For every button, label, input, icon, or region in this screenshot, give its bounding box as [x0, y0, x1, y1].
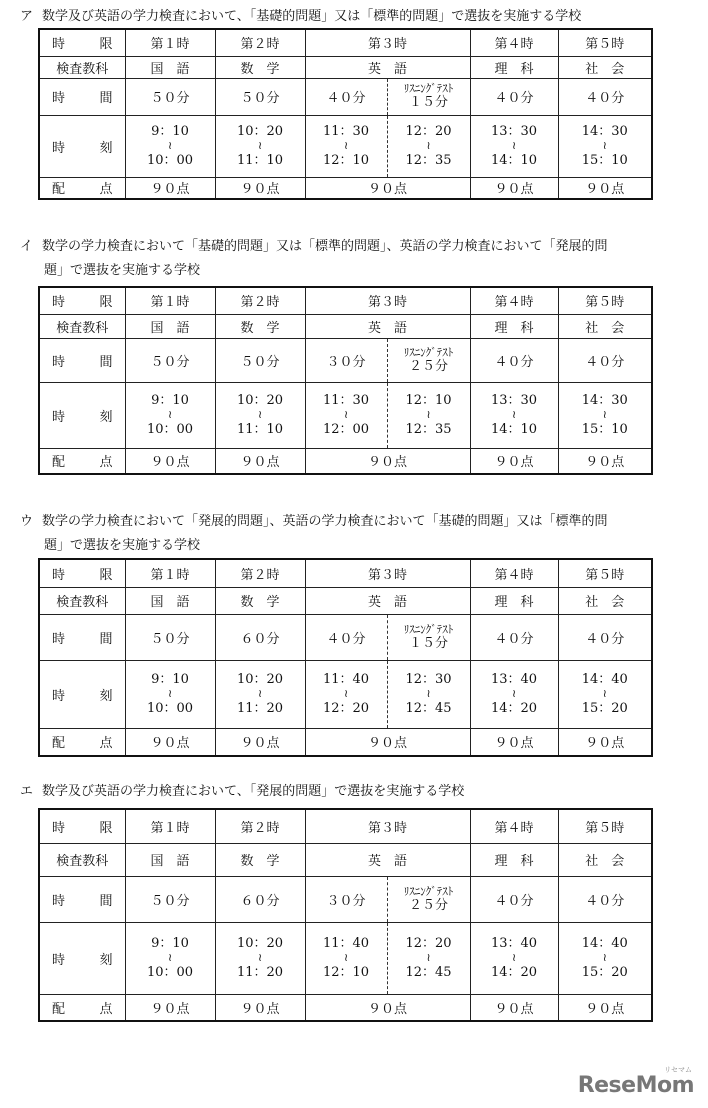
period-label [39, 29, 125, 56]
subject-cell: 社 会 [558, 56, 652, 78]
score-label [39, 177, 125, 199]
time-start: 9：10 [151, 936, 189, 951]
subject-label: 検査教科 [39, 843, 125, 876]
subject-cell: 理 科 [470, 314, 558, 338]
time-separator: ≀ [511, 139, 517, 152]
subject-cell: 社 会 [558, 314, 652, 338]
heading-text: 数学及び英語の学力検査において、「基礎的問題」又は「標準的問題」で選抜を実施する学校 [42, 9, 582, 24]
time-label [39, 660, 125, 728]
period-label-char: 限 [99, 37, 113, 53]
duration-label-char: 時 [52, 91, 66, 106]
time-cell [125, 660, 215, 728]
period-cell: 第５時 [558, 29, 652, 56]
section-marker: ア [20, 9, 34, 24]
section-heading [20, 781, 464, 802]
time-start: 12：30 [405, 672, 452, 687]
score-row [39, 177, 652, 199]
period-row [39, 29, 652, 56]
period-cell: 第１時 [125, 559, 215, 587]
duration-cell: ５０分 [125, 78, 215, 115]
subject-cell: 国 語 [125, 314, 215, 338]
period-cell: 第１時 [125, 29, 215, 56]
subject-cell: 理 科 [470, 587, 558, 614]
score-label-char: 配 [52, 736, 66, 752]
time-cell [215, 382, 305, 448]
time-cell [125, 922, 215, 994]
logo-sub: リセマム [664, 1066, 692, 1074]
time-start: 9：10 [151, 124, 189, 139]
score-row [39, 728, 652, 756]
time-cell [470, 922, 558, 994]
time-end: 12：10 [322, 965, 370, 980]
subject-cell: 社 会 [558, 587, 652, 614]
period-cell: 第２時 [215, 559, 305, 587]
score-cell: ９０点 [215, 177, 305, 199]
score-label [39, 448, 125, 474]
duration-cell: ６０分 [215, 876, 305, 922]
time-cell [305, 115, 387, 177]
score-label-char: 配 [52, 182, 66, 198]
period-label [39, 287, 125, 314]
duration-label-char: 間 [99, 354, 113, 370]
time-start: 14：40 [581, 672, 628, 687]
time-label-char: 刻 [99, 688, 113, 704]
heading-text: 数学の学力検査において「発展的問題」、英語の学力検査において「基礎的問題」又は「標準的問 [42, 514, 608, 529]
listening-duration: ２５分 [409, 358, 449, 374]
time-label [39, 115, 125, 177]
subject-cell: 数 学 [215, 843, 305, 876]
logo-text: ReseMom [577, 1073, 694, 1098]
period-cell: 第３時 [305, 287, 470, 314]
time-separator: ≀ [257, 951, 263, 964]
time-start: 14：30 [581, 393, 628, 408]
duration-row [39, 876, 652, 922]
time-separator: ≀ [602, 408, 607, 421]
duration-cell: ４０分 [305, 614, 387, 660]
subject-row [39, 314, 652, 338]
score-label [39, 728, 125, 756]
duration-cell: ５０分 [125, 876, 215, 922]
section-marker: ウ [20, 514, 34, 529]
time-end: 10：00 [146, 153, 194, 168]
time-separator: ≀ [167, 687, 173, 700]
duration-label [39, 614, 125, 660]
period-cell: 第４時 [470, 287, 558, 314]
duration-cell: ５０分 [125, 338, 215, 382]
time-end: 15：10 [581, 153, 628, 168]
score-cell: ９０点 [558, 177, 652, 199]
duration-row [39, 338, 652, 382]
score-label-char: 点 [99, 1001, 113, 1017]
time-separator: ≀ [426, 951, 431, 964]
duration-row [39, 614, 652, 660]
time-start: 13：40 [490, 672, 538, 687]
time-separator: ≀ [257, 687, 263, 700]
time-separator: ≀ [343, 951, 349, 964]
period-cell: 第３時 [305, 29, 470, 56]
time-start: 13：30 [490, 124, 538, 139]
score-cell: ９０点 [470, 728, 558, 756]
time-separator: ≀ [426, 408, 431, 421]
time-end: 14：20 [490, 701, 538, 716]
score-cell: ９０点 [470, 177, 558, 199]
subject-cell: 英 語 [305, 843, 470, 876]
time-separator: ≀ [257, 139, 263, 152]
score-cell: ９０点 [558, 448, 652, 474]
time-start: 12：20 [405, 124, 452, 139]
time-label-char: 刻 [99, 409, 113, 425]
subject-cell: 国 語 [125, 843, 215, 876]
time-cell [558, 115, 652, 177]
duration-row [39, 78, 652, 115]
duration-cell: ４０分 [558, 338, 652, 382]
time-label-char: 時 [52, 140, 66, 156]
time-cell [470, 115, 558, 177]
listening-label: ﾘｽﾆﾝｸﾞﾃｽﾄ [403, 82, 454, 95]
duration-cell: ６０分 [215, 614, 305, 660]
time-separator: ≀ [426, 139, 431, 152]
listening-label: ﾘｽﾆﾝｸﾞﾃｽﾄ [403, 622, 454, 636]
resemom-logo [577, 1066, 694, 1098]
time-start: 13：40 [490, 936, 538, 951]
score-cell: ９０点 [215, 728, 305, 756]
score-cell: ９０点 [125, 728, 215, 756]
subject-cell: 英 語 [305, 56, 470, 78]
time-cell [125, 382, 215, 448]
time-separator: ≀ [343, 408, 349, 421]
period-label-char: 時 [52, 295, 66, 311]
subject-cell: 英 語 [305, 587, 470, 614]
time-end: 15：20 [581, 701, 628, 716]
time-cell [305, 382, 387, 448]
period-cell: 第２時 [215, 29, 305, 56]
time-start: 9：10 [151, 672, 189, 687]
time-end: 14：10 [490, 422, 538, 437]
score-cell: ９０点 [215, 448, 305, 474]
subject-cell: 理 科 [470, 843, 558, 876]
score-label-char: 点 [99, 455, 113, 471]
duration-cell: ４０分 [305, 78, 387, 115]
heading-text: 数学及び英語の学力検査において、「発展的問題」で選抜を実施する学校 [42, 784, 465, 799]
score-cell: ９０点 [215, 994, 305, 1021]
time-cell [215, 115, 305, 177]
time-label-char: 刻 [99, 952, 113, 968]
period-cell: 第２時 [215, 809, 305, 843]
schedule-table [38, 808, 653, 1022]
duration-cell: ３０分 [305, 338, 387, 382]
duration-cell: ５０分 [215, 338, 305, 382]
time-cell [215, 660, 305, 728]
score-row [39, 994, 652, 1021]
period-label-char: 限 [99, 295, 113, 311]
period-row [39, 809, 652, 843]
score-row [39, 448, 652, 474]
subject-label: 検査教科 [39, 587, 125, 614]
period-cell: 第４時 [470, 809, 558, 843]
time-cell [387, 115, 470, 177]
duration-cell: ３０分 [305, 876, 387, 922]
period-row [39, 559, 652, 587]
time-separator: ≀ [602, 687, 607, 700]
time-start: 10：20 [236, 936, 284, 951]
time-label [39, 922, 125, 994]
time-separator: ≀ [167, 139, 173, 152]
time-cell [558, 922, 652, 994]
time-row [39, 660, 652, 728]
time-separator: ≀ [167, 951, 173, 964]
duration-cell: ４０分 [470, 78, 558, 115]
score-cell: ９０点 [305, 177, 470, 199]
period-label [39, 559, 125, 587]
time-cell [387, 382, 470, 448]
time-start: 9：10 [151, 393, 189, 408]
time-end: 14：20 [490, 965, 538, 980]
section-heading [44, 260, 200, 281]
time-start: 10：20 [236, 393, 284, 408]
time-label-char: 刻 [99, 140, 113, 156]
time-start: 14：40 [581, 936, 628, 951]
listening-label: ﾘｽﾆﾝｸﾞﾃｽﾄ [403, 345, 454, 359]
duration-cell: ４０分 [558, 614, 652, 660]
time-start: 12：10 [405, 393, 452, 408]
period-label-char: 時 [52, 37, 66, 53]
period-label-char: 時 [52, 567, 66, 583]
time-start: 11：30 [322, 393, 370, 408]
time-separator: ≀ [426, 687, 431, 700]
time-start: 11：40 [322, 936, 370, 951]
score-cell: ９０点 [558, 994, 652, 1021]
time-end: 11：10 [236, 153, 284, 168]
time-cell [470, 660, 558, 728]
listening-cell [387, 78, 470, 115]
score-label-char: 点 [99, 736, 113, 752]
score-cell: ９０点 [305, 994, 470, 1021]
time-separator: ≀ [602, 951, 607, 964]
listening-cell [387, 876, 470, 922]
heading-text: 題」で選抜を実施する学校 [44, 538, 201, 553]
section-heading [20, 236, 608, 257]
time-end: 12：10 [322, 153, 370, 168]
period-cell: 第５時 [558, 809, 652, 843]
time-cell [215, 922, 305, 994]
period-cell: 第１時 [125, 287, 215, 314]
subject-cell: 理 科 [470, 56, 558, 78]
time-start: 10：20 [236, 672, 284, 687]
duration-cell: ４０分 [470, 338, 558, 382]
time-cell [387, 922, 470, 994]
listening-label: ﾘｽﾆﾝｸﾞﾃｽﾄ [403, 884, 454, 898]
time-end: 15：20 [581, 965, 628, 980]
listening-cell [387, 338, 470, 382]
duration-label-char: 間 [99, 893, 113, 909]
subject-row [39, 587, 652, 614]
time-cell [305, 660, 387, 728]
heading-text: 題」で選抜を実施する学校 [44, 263, 201, 278]
score-cell: ９０点 [305, 448, 470, 474]
time-separator: ≀ [343, 139, 349, 152]
time-label-char: 時 [52, 688, 66, 704]
time-cell [558, 660, 652, 728]
period-cell: 第３時 [305, 559, 470, 587]
duration-cell: ４０分 [470, 876, 558, 922]
period-cell: 第１時 [125, 809, 215, 843]
time-start: 11：40 [322, 672, 370, 687]
score-cell: ９０点 [470, 448, 558, 474]
duration-label-char: 間 [99, 91, 113, 106]
time-end: 10：00 [146, 422, 194, 437]
time-cell [558, 382, 652, 448]
subject-cell: 数 学 [215, 314, 305, 338]
score-cell: ９０点 [125, 177, 215, 199]
section-heading [44, 535, 200, 556]
subject-label: 検査教科 [39, 314, 125, 338]
score-cell: ９０点 [470, 994, 558, 1021]
time-separator: ≀ [511, 408, 517, 421]
score-cell: ９０点 [125, 448, 215, 474]
time-end: 11：20 [236, 701, 284, 716]
time-start: 13：30 [490, 393, 538, 408]
score-cell: ９０点 [558, 728, 652, 756]
subject-cell: 国 語 [125, 587, 215, 614]
duration-label [39, 876, 125, 922]
subject-cell: 数 学 [215, 587, 305, 614]
duration-label-char: 間 [99, 631, 113, 647]
duration-cell: ５０分 [125, 614, 215, 660]
time-start: 12：20 [405, 936, 452, 951]
schedule-table [38, 286, 653, 475]
period-cell: 第３時 [305, 809, 470, 843]
time-label-char: 時 [52, 952, 66, 968]
time-end: 12：20 [322, 701, 370, 716]
score-label-char: 点 [99, 182, 113, 198]
time-end: 12：00 [322, 422, 370, 437]
duration-label-char: 時 [52, 893, 66, 909]
period-cell: 第５時 [558, 559, 652, 587]
duration-label-char: 時 [52, 631, 66, 647]
period-cell: 第４時 [470, 29, 558, 56]
subject-cell: 英 語 [305, 314, 470, 338]
time-cell [305, 922, 387, 994]
time-end: 12：35 [405, 422, 452, 437]
heading-text: 数学の学力検査において「基礎的問題」又は「標準的問題」、英語の学力検査において「発展的問 [42, 239, 608, 254]
listening-duration: ２５分 [409, 897, 449, 913]
duration-cell: ４０分 [558, 876, 652, 922]
time-separator: ≀ [602, 139, 607, 152]
subject-label: 検査教科 [39, 56, 125, 78]
time-start: 10：20 [236, 124, 284, 139]
time-end: 14：10 [490, 153, 538, 168]
schedule-table [38, 28, 653, 200]
time-end: 12：35 [405, 153, 452, 168]
listening-cell [387, 614, 470, 660]
section-marker: エ [20, 784, 34, 799]
subject-row [39, 843, 652, 876]
period-cell: 第５時 [558, 287, 652, 314]
time-cell [470, 382, 558, 448]
section-heading [20, 6, 581, 27]
duration-cell: ４０分 [470, 614, 558, 660]
time-cell [387, 660, 470, 728]
time-end: 10：00 [146, 701, 194, 716]
time-label [39, 382, 125, 448]
section-heading [20, 511, 608, 532]
period-label [39, 809, 125, 843]
period-label-char: 限 [99, 820, 113, 836]
duration-label-char: 時 [52, 354, 66, 370]
time-end: 15：10 [581, 422, 628, 437]
time-separator: ≀ [511, 951, 517, 964]
time-end: 10：00 [146, 965, 194, 980]
time-end: 11：20 [236, 965, 284, 980]
period-cell: 第２時 [215, 287, 305, 314]
listening-duration: １５分 [409, 635, 449, 651]
time-separator: ≀ [343, 687, 349, 700]
period-cell: 第４時 [470, 559, 558, 587]
schedule-table [38, 558, 653, 757]
subject-cell: 数 学 [215, 56, 305, 78]
time-separator: ≀ [511, 687, 517, 700]
subject-row [39, 56, 652, 78]
duration-cell: ５０分 [215, 78, 305, 115]
time-end: 12：45 [405, 965, 452, 980]
time-end: 11：10 [236, 422, 284, 437]
time-start: 14：30 [581, 124, 628, 139]
time-row [39, 115, 652, 177]
section-marker: イ [20, 239, 34, 254]
time-cell [125, 115, 215, 177]
time-start: 11：30 [322, 124, 370, 139]
score-cell: ９０点 [305, 728, 470, 756]
subject-cell: 社 会 [558, 843, 652, 876]
time-end: 12：45 [405, 701, 452, 716]
score-label-char: 配 [52, 455, 66, 471]
duration-cell: ４０分 [558, 78, 652, 115]
time-row [39, 382, 652, 448]
period-row [39, 287, 652, 314]
duration-label [39, 78, 125, 115]
subject-cell: 国 語 [125, 56, 215, 78]
duration-label [39, 338, 125, 382]
period-label-char: 時 [52, 820, 66, 836]
time-separator: ≀ [167, 408, 173, 421]
score-label [39, 994, 125, 1021]
time-label-char: 時 [52, 409, 66, 425]
period-label-char: 限 [99, 567, 113, 583]
time-row [39, 922, 652, 994]
time-separator: ≀ [257, 408, 263, 421]
listening-duration: １５分 [409, 95, 449, 110]
score-label-char: 配 [52, 1001, 66, 1017]
score-cell: ９０点 [125, 994, 215, 1021]
